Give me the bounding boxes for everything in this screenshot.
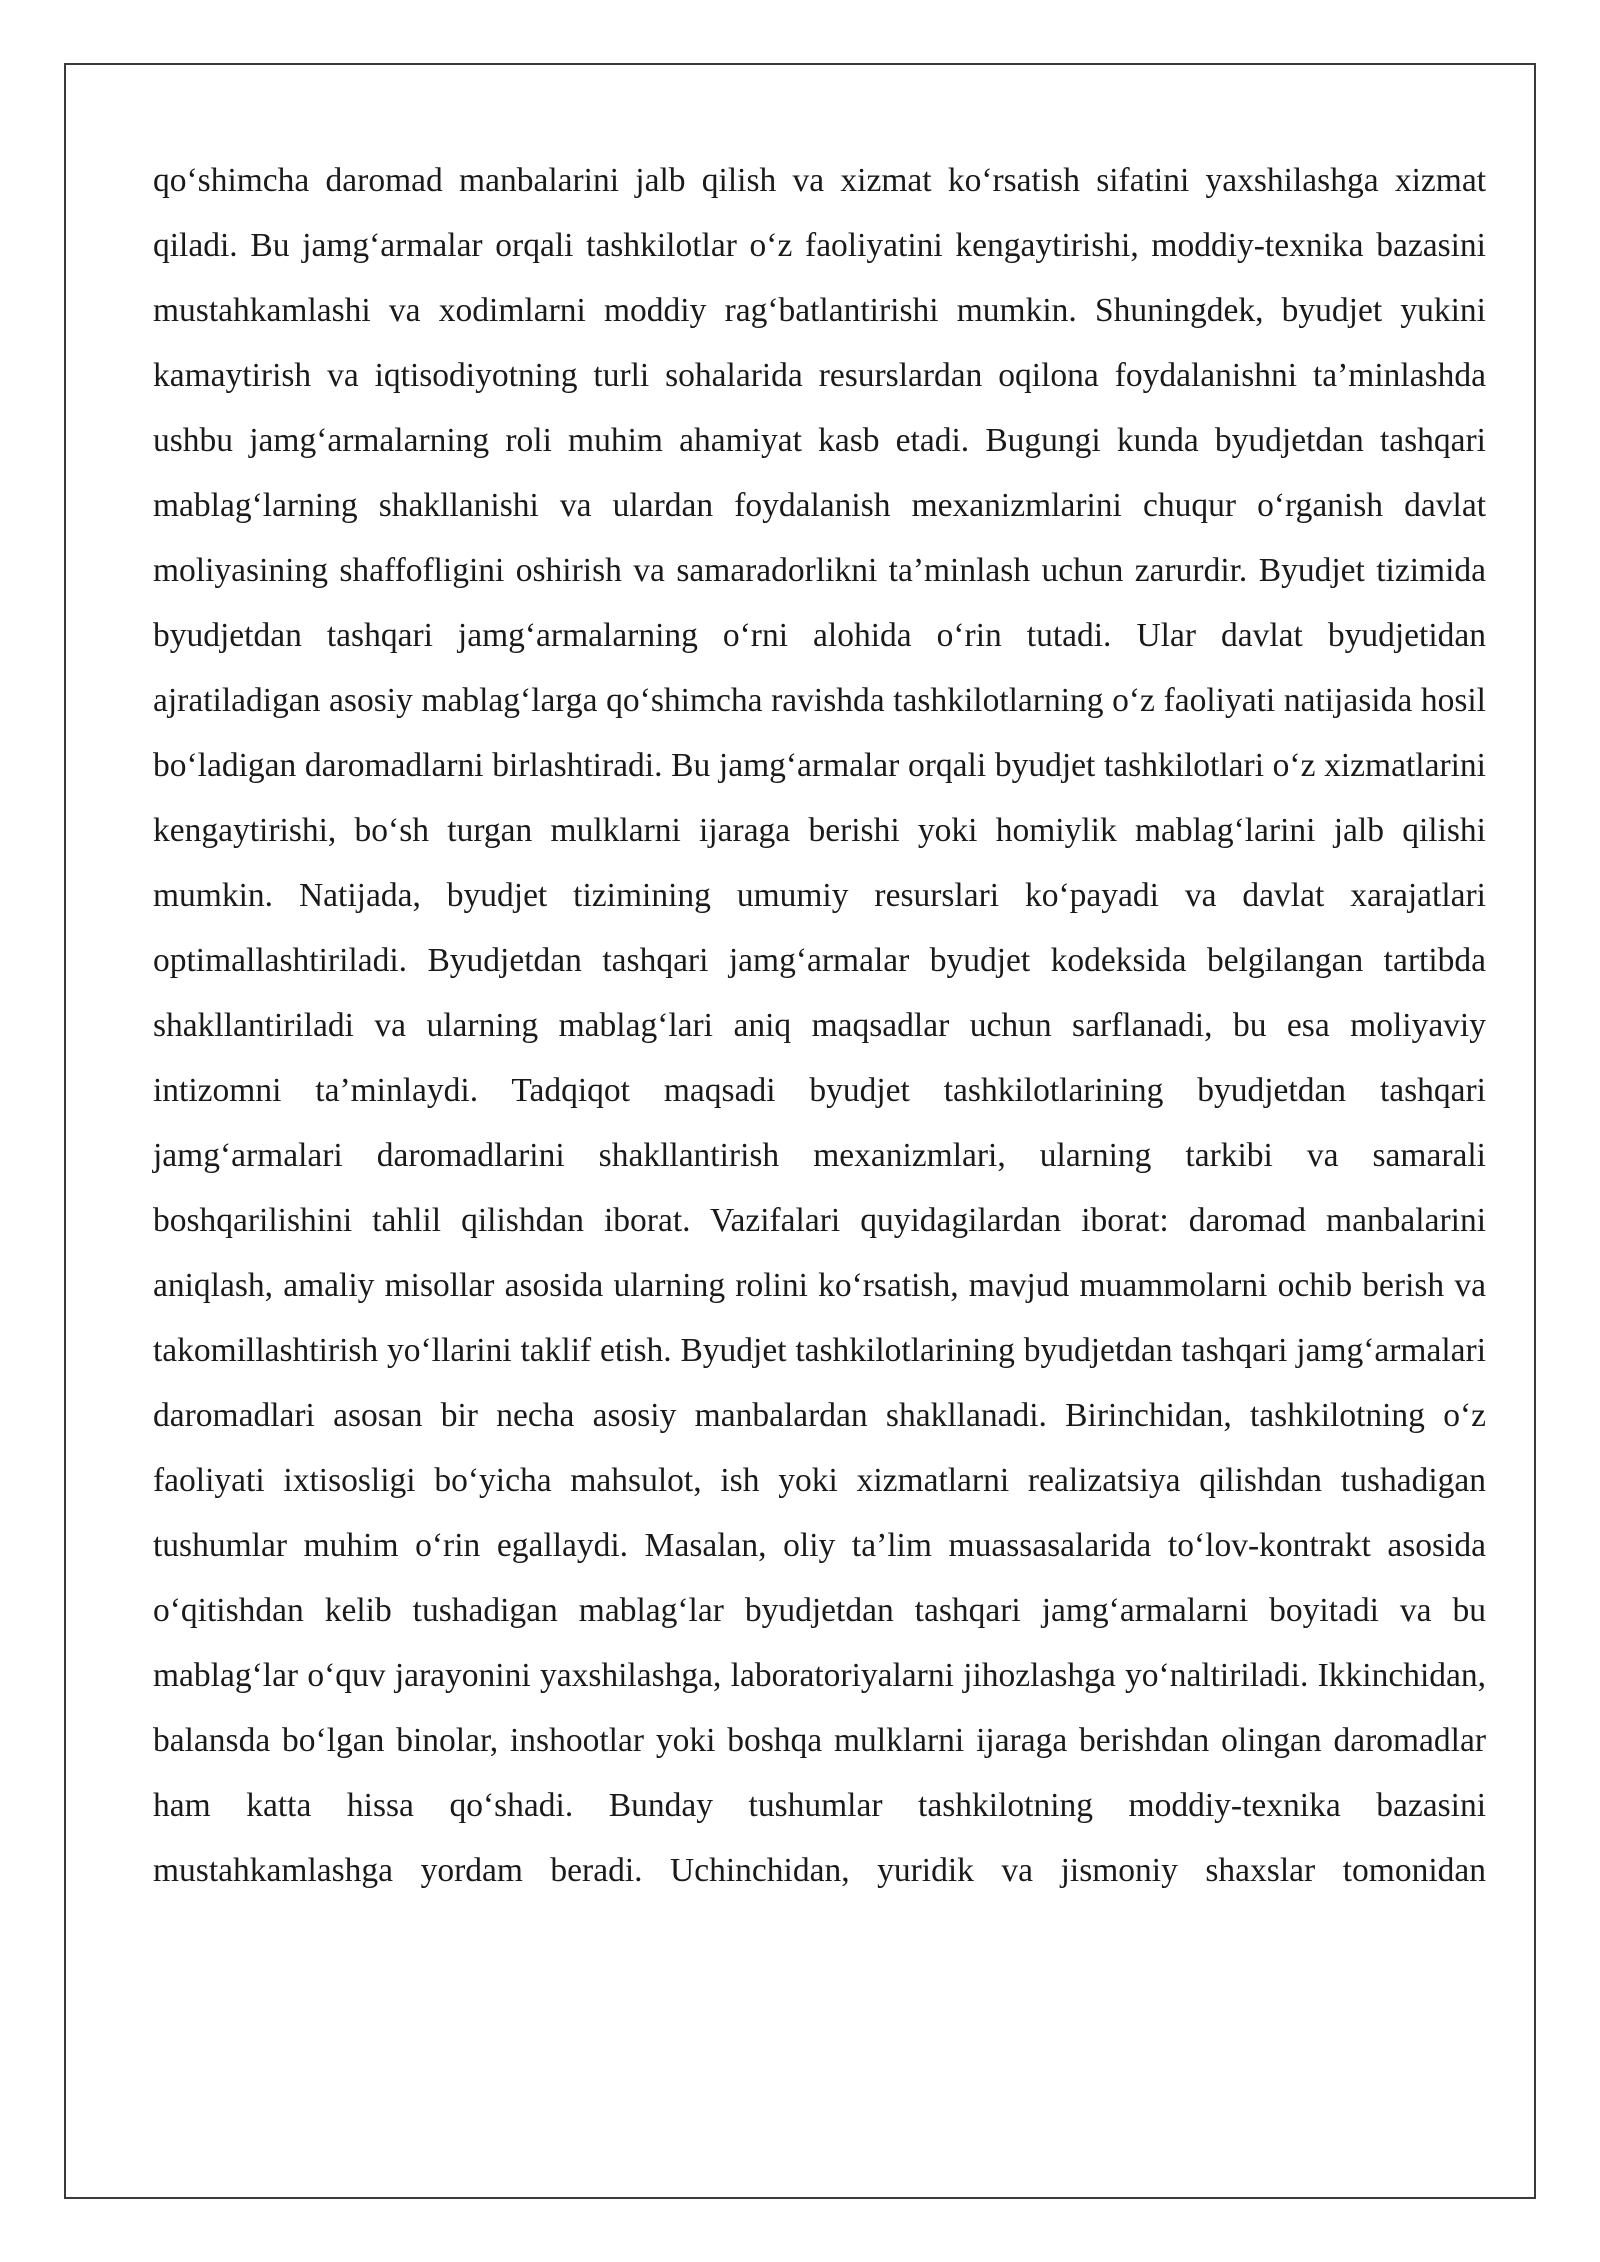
- body-paragraph: qo‘shimcha daromad manbalarini jalb qilish va xizmat ko‘rsatish sifatini yaxshilashga xizmat qiladi. Bu jamg‘armalar orqali tashkilotlar o‘z faoliyatini kengaytirishi, moddiy-texnika bazasini mustahkamlashi va xodimlarni moddiy rag‘batlantirishi mumkin. Shuningdek, byudjet yukini kamaytirish va iqtisodiyotning turli sohalarida resurslardan oqilona foydalanishni ta’minlashda ushbu jamg‘armalarning roli muhim ahamiyat kasb etadi. Bugungi kunda byudjetdan tashqari mablag‘larning shakllanishi va ulardan foydalanish mexanizmlarini chuqur o‘rganish davlat moliyasining shaffofligini oshirish va samaradorlikni ta’minlash uchun zarurdir. Byudjet tizimida byudjetdan tashqari jamg‘armalarning o‘rni alohida o‘rin tutadi. Ular davlat byudjetidan ajratiladigan asosiy mablag‘larga qo‘shimcha ravishda tashkilotlarning o‘z faoliyati natijasida hosil bo‘ladigan daromadlarni birlashtiradi. Bu jamg‘armalar orqali byudjet tashkilotlari o‘z xizmatlarini kengaytirishi, bo‘sh turgan mulklarni ijaraga berishi yoki homiylik mablag‘larini jalb qilishi mumkin. Natijada, byudjet tizimining umumiy resurslari ko‘payadi va davlat xarajatlari optimallashtiriladi. Byudjetdan tashqari jamg‘armalar byudjet kodeksida belgilangan tartibda shakllantiriladi va ularning mablag‘lari aniq maqsadlar uchun sarflanadi, bu esa moliyaviy intizomni ta’minlaydi. Tadqiqot maqsadi byudjet tashkilotlarining byudjetdan tashqari jamg‘armalari daromadlarini shakllantirish mexanizmlari, ularning tarkibi va samarali boshqarilishini tahlil qilishdan iborat. Vazifalari quyidagilardan iborat: daromad manbalarini aniqlash, amaliy misollar asosida ularning rolini ko‘rsatish, mavjud muammolarni ochib berish va takomillashtirish yo‘llarini taklif etish. Byudjet tashkilotlarining byudjetdan tashqari jamg‘armalari daromadlari asosan bir necha asosiy manbalardan shakllanadi. Birinchidan, tashkilotning o‘z faoliyati ixtisosligi bo‘yicha mahsulot, ish yoki xizmatlarni realizatsiya qilishdan tushadigan tushumlar muhim o‘rin egallaydi. Masalan, oliy ta’lim muassasalarida to‘lov-kontrakt asosida o‘qitishdan kelib tushadigan mablag‘lar byudjetdan tashqari jamg‘armalarni boyitadi va bu mablag‘lar o‘quv jarayonini yaxshilashga, laboratoriyalarni jihozlashga yo‘naltiriladi. Ikkinchidan, balansda bo‘lgan binolar, inshootlar yoki boshqa mulklarni ijaraga berishdan olingan daromadlar ham katta hissa qo‘shadi. Bunday tushumlar tashkilotning moddiy-texnika bazasini mustahkamlashga yordam beradi. Uchinchidan, yuridik va jismoniy shaxslar tomonidan: [153, 162, 1486, 1889]
